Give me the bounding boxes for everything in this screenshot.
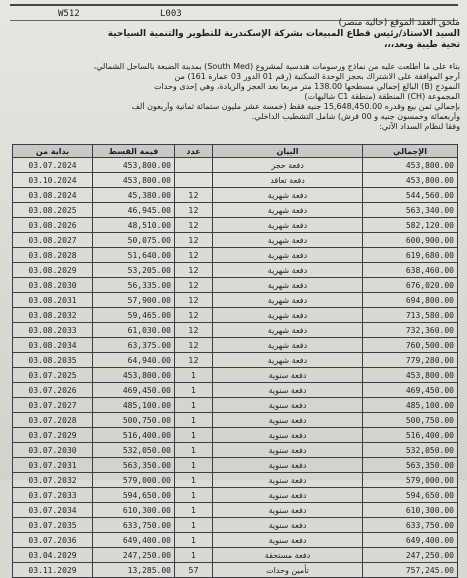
cell-count: 12: [175, 293, 213, 308]
cell-description: دفعة شهرية: [213, 188, 363, 203]
cell-total: 247,250.00: [363, 548, 458, 563]
cell-description: دفعة سنوية: [213, 533, 363, 548]
cell-count: [175, 173, 213, 188]
cell-installment: 485,100.00: [93, 398, 175, 413]
cell-count: 1: [175, 533, 213, 548]
table-row: [13, 473, 458, 488]
cell-count: 1: [175, 413, 213, 428]
cell-installment: 453,800.00: [93, 368, 175, 383]
cell-count: 1: [175, 428, 213, 443]
cell-start-date: 03.08.2031: [13, 293, 93, 308]
cell-description: دفعة شهرية: [213, 293, 363, 308]
cell-installment: 633,750.00: [93, 518, 175, 533]
table-row: [13, 383, 458, 398]
cell-installment: 56,335.00: [93, 278, 175, 293]
cell-total: 453,800.00: [363, 158, 458, 173]
paragraph-line: النموذج (B) البالغ إجمالي مسطحها 138.00 متر مربعا بعد العجز والزيادة، وهي إحدى وحدات: [154, 82, 460, 91]
cell-installment: 48,510.00: [93, 218, 175, 233]
cell-start-date: 03.07.2031: [13, 458, 93, 473]
table-row: [13, 278, 458, 293]
cell-start-date: 03.08.2030: [13, 278, 93, 293]
cell-total: 649,400.00: [363, 533, 458, 548]
cell-description: تأمين وحدات: [213, 563, 363, 578]
cell-count: 1: [175, 398, 213, 413]
cell-total: 757,245.00: [363, 563, 458, 578]
cell-installment: 63,375.00: [93, 338, 175, 353]
cell-installment: 57,900.00: [93, 293, 175, 308]
cell-count: 12: [175, 188, 213, 203]
cell-count: 12: [175, 233, 213, 248]
cell-total: 779,280.00: [363, 353, 458, 368]
cell-total: 453,800.00: [363, 173, 458, 188]
cell-count: 1: [175, 548, 213, 563]
cell-count: 1: [175, 503, 213, 518]
cell-installment: 469,450.00: [93, 383, 175, 398]
cell-description: دفعة سنوية: [213, 413, 363, 428]
cell-installment: 45,380.00: [93, 188, 175, 203]
cell-start-date: 03.07.2025: [13, 368, 93, 383]
cell-count: 12: [175, 263, 213, 278]
cell-total: 619,680.00: [363, 248, 458, 263]
cell-installment: 50,075.00: [93, 233, 175, 248]
cell-count: 12: [175, 218, 213, 233]
cell-description: دفعة سنوية: [213, 473, 363, 488]
table-row: [13, 308, 458, 323]
table-row: [13, 398, 458, 413]
cell-total: 694,800.00: [363, 293, 458, 308]
cell-start-date: 03.07.2024: [13, 158, 93, 173]
cell-description: دفعة سنوية: [213, 458, 363, 473]
table-header-row: [13, 145, 458, 158]
cell-total: 563,340.00: [363, 203, 458, 218]
cell-start-date: 03.08.2028: [13, 248, 93, 263]
request-paragraph: [8, 62, 460, 132]
table-row: [13, 518, 458, 533]
table-row: [13, 533, 458, 548]
cell-total: 563,350.00: [363, 458, 458, 473]
cell-description: دفعة سنوية: [213, 488, 363, 503]
cell-total: 544,560.00: [363, 188, 458, 203]
table-row: [13, 488, 458, 503]
cell-total: 579,000.00: [363, 473, 458, 488]
table-row: [13, 563, 458, 578]
cell-start-date: 03.08.2034: [13, 338, 93, 353]
cell-start-date: 03.07.2033: [13, 488, 93, 503]
table-row: [13, 233, 458, 248]
table-row: [13, 218, 458, 233]
cell-total: 732,360.00: [363, 323, 458, 338]
document-subtitle: ملحق العقد الموقع (حالية منصر): [338, 18, 460, 28]
cell-installment: 64,940.00: [93, 353, 175, 368]
cell-description: دفعة شهرية: [213, 323, 363, 338]
cell-count: 57: [175, 563, 213, 578]
cell-description: دفعة شهرية: [213, 263, 363, 278]
cell-installment: 532,050.00: [93, 443, 175, 458]
table-row: [13, 503, 458, 518]
cell-description: دفعة شهرية: [213, 248, 363, 263]
cell-count: 12: [175, 248, 213, 263]
cell-count: 12: [175, 353, 213, 368]
cell-count: 1: [175, 473, 213, 488]
cell-total: 610,300.00: [363, 503, 458, 518]
cell-description: دفعة شهرية: [213, 278, 363, 293]
cell-count: 1: [175, 488, 213, 503]
cell-start-date: 03.07.2030: [13, 443, 93, 458]
paragraph-line: بإجمالي ثمن بيع وقدره 15,648,450.00 جنيه فقط (خمسة عشر مليون ستمائة ثمانية وأربعون ألف: [131, 102, 460, 111]
cell-start-date: 03.08.2029: [13, 263, 93, 278]
cell-total: 600,900.00: [363, 233, 458, 248]
unit-code: W512: [58, 9, 80, 19]
table-row: [13, 413, 458, 428]
cell-total: 532,050.00: [363, 443, 458, 458]
cell-installment: 59,465.00: [93, 308, 175, 323]
cell-start-date: 03.07.2034: [13, 503, 93, 518]
table-row: [13, 338, 458, 353]
cell-installment: 453,800.00: [93, 158, 175, 173]
cell-start-date: 03.07.2036: [13, 533, 93, 548]
cell-installment: 594,650.00: [93, 488, 175, 503]
table-row: [13, 158, 458, 173]
cell-total: 453,800.00: [363, 368, 458, 383]
cell-installment: 247,250.00: [93, 548, 175, 563]
cell-installment: 61,030.00: [93, 323, 175, 338]
payment-schedule-table: [12, 144, 458, 578]
cell-total: 594,650.00: [363, 488, 458, 503]
column-header-count: عدد: [175, 145, 213, 158]
cell-description: دفعة سنوية: [213, 368, 363, 383]
table-row: [13, 188, 458, 203]
cell-count: 1: [175, 518, 213, 533]
cell-description: دفعة سنوية: [213, 383, 363, 398]
cell-description: دفعة شهرية: [213, 353, 363, 368]
cell-count: 1: [175, 458, 213, 473]
cell-count: 1: [175, 383, 213, 398]
paragraph-line: وأربعمائة وخمسون جنيه و 00 قرش) شامل التشطيب الداخلي.: [251, 112, 460, 121]
table-row: [13, 293, 458, 308]
cell-total: 582,120.00: [363, 218, 458, 233]
cell-total: 713,580.00: [363, 308, 458, 323]
cell-start-date: 03.08.2035: [13, 353, 93, 368]
table-row: [13, 548, 458, 563]
cell-count: 12: [175, 203, 213, 218]
cell-count: 12: [175, 278, 213, 293]
cell-count: 1: [175, 443, 213, 458]
cell-count: 12: [175, 323, 213, 338]
cell-start-date: 03.10.2024: [13, 173, 93, 188]
cell-start-date: 03.04.2029: [13, 548, 93, 563]
cell-installment: 500,750.00: [93, 413, 175, 428]
cell-total: 638,460.00: [363, 263, 458, 278]
cell-description: دفعة حجز: [213, 158, 363, 173]
table-row: [13, 428, 458, 443]
column-header-installment: قيمة القسط: [93, 145, 175, 158]
cell-installment: 649,400.00: [93, 533, 175, 548]
table-row: [13, 203, 458, 218]
cell-installment: 46,945.00: [93, 203, 175, 218]
cell-count: 12: [175, 308, 213, 323]
cell-start-date: 03.11.2029: [13, 563, 93, 578]
table-row: [13, 458, 458, 473]
cell-start-date: 03.07.2035: [13, 518, 93, 533]
letter-heading: [8, 18, 460, 51]
table-row: [13, 353, 458, 368]
paragraph-line: بناء على ما أطلعت عليه من نماذج ورسومات هندسية لمشروع (South Med) بمدينة الضبعة بالساحل الشمالي،: [93, 62, 460, 71]
cell-total: 760,500.00: [363, 338, 458, 353]
cell-installment: 13,285.00: [93, 563, 175, 578]
column-header-total: الإجمالي: [363, 145, 458, 158]
paragraph-line: أرجو الموافقة على الاشتراك بحجز الوحدة السكنية (رقم 01 الدور 03 عمارة 161) من: [174, 72, 460, 81]
cell-start-date: 03.07.2026: [13, 383, 93, 398]
cell-description: دفعة مستحقة: [213, 548, 363, 563]
cell-description: دفعة شهرية: [213, 308, 363, 323]
cell-description: دفعة سنوية: [213, 428, 363, 443]
cell-start-date: 03.08.2027: [13, 233, 93, 248]
cell-total: 633,750.00: [363, 518, 458, 533]
cell-start-date: 03.08.2032: [13, 308, 93, 323]
cell-installment: 53,205.00: [93, 263, 175, 278]
greeting-line: تحية طيبة وبعد،،،: [383, 40, 460, 50]
cell-start-date: 03.08.2026: [13, 218, 93, 233]
cell-description: دفعة سنوية: [213, 503, 363, 518]
table-row: [13, 173, 458, 188]
cell-total: 500,750.00: [363, 413, 458, 428]
cell-installment: 579,000.00: [93, 473, 175, 488]
cell-start-date: 03.07.2028: [13, 413, 93, 428]
cell-installment: 563,350.00: [93, 458, 175, 473]
table-row: [13, 248, 458, 263]
table-row: [13, 443, 458, 458]
cell-total: 676,020.00: [363, 278, 458, 293]
cell-total: 516,400.00: [363, 428, 458, 443]
cell-description: دفعة شهرية: [213, 218, 363, 233]
column-header-start-date: بداية من: [13, 145, 93, 158]
cell-count: [175, 158, 213, 173]
paragraph-line: المجموعة (CH) المنطقة (منطقة C1 شاليهات): [304, 92, 460, 101]
table-row: [13, 263, 458, 278]
cell-description: دفعة شهرية: [213, 203, 363, 218]
cell-description: دفعة سنوية: [213, 443, 363, 458]
cell-installment: 453,800.00: [93, 173, 175, 188]
cell-count: 1: [175, 368, 213, 383]
cell-total: 485,100.00: [363, 398, 458, 413]
cell-start-date: 03.08.2025: [13, 203, 93, 218]
column-header-description: البيان: [213, 145, 363, 158]
addressee-line: السيد الأستاذ/رئيس قطاع المبيعات بشركة الإسكندرية للتطوير والتنمية السياحية: [107, 29, 460, 39]
cell-installment: 516,400.00: [93, 428, 175, 443]
table-row: [13, 368, 458, 383]
cell-total: 469,450.00: [363, 383, 458, 398]
cell-start-date: 03.08.2033: [13, 323, 93, 338]
cell-description: دفعة تعاقد: [213, 173, 363, 188]
cell-start-date: 03.07.2032: [13, 473, 93, 488]
unit-number: L003: [160, 9, 182, 19]
table-row: [13, 323, 458, 338]
cell-installment: 51,640.00: [93, 248, 175, 263]
cell-start-date: 03.07.2027: [13, 398, 93, 413]
cell-description: دفعة شهرية: [213, 338, 363, 353]
cell-start-date: 03.08.2024: [13, 188, 93, 203]
cell-start-date: 03.07.2029: [13, 428, 93, 443]
paragraph-line: وفقا لنظام السداد الآتي:: [379, 122, 460, 131]
cell-installment: 610,300.00: [93, 503, 175, 518]
cell-description: دفعة سنوية: [213, 398, 363, 413]
cell-description: دفعة سنوية: [213, 518, 363, 533]
cell-description: دفعة شهرية: [213, 233, 363, 248]
cell-count: 12: [175, 338, 213, 353]
